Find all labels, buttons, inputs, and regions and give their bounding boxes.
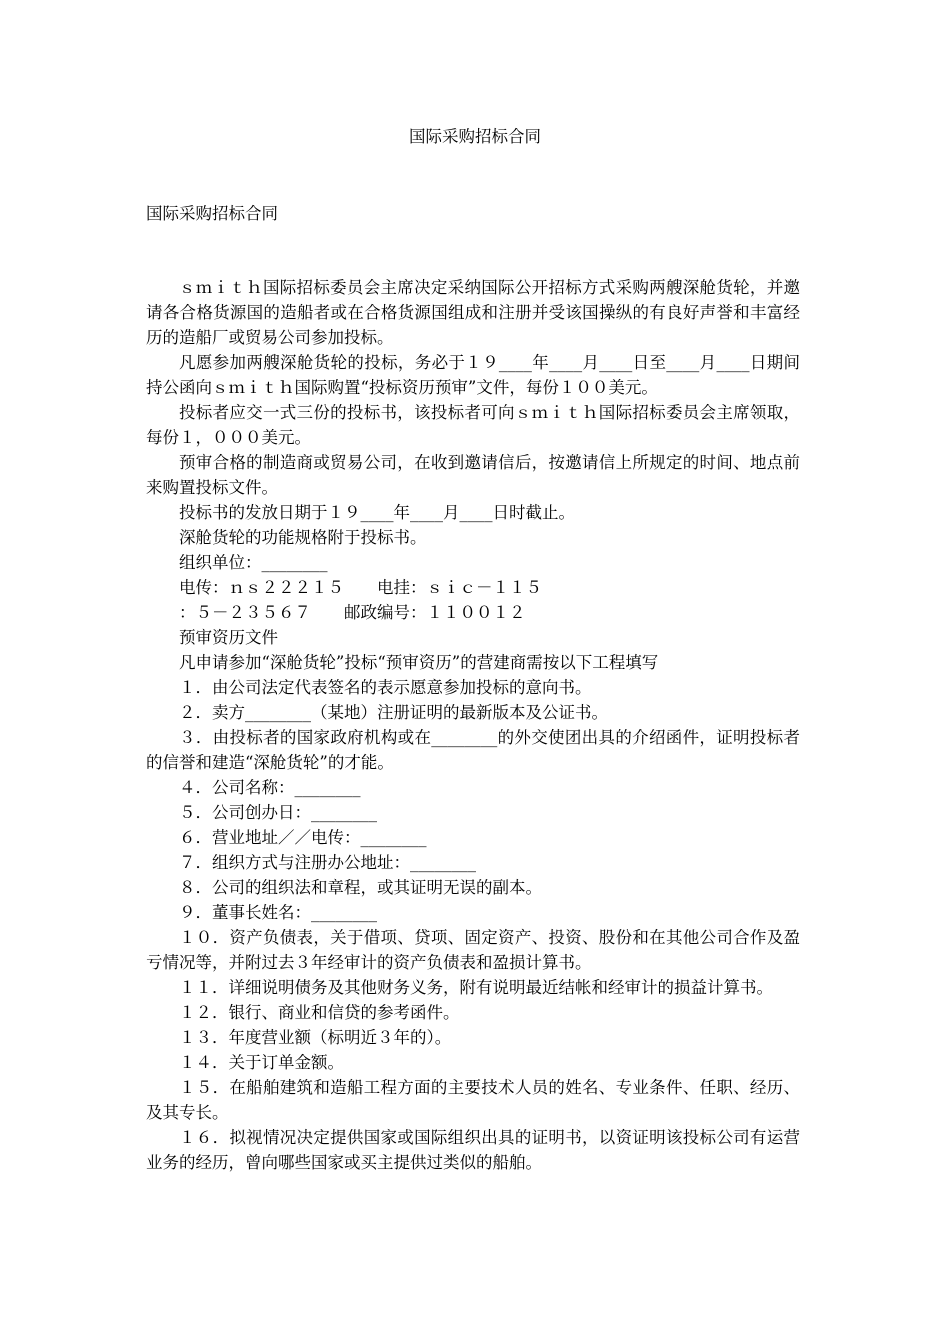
document-title: 国际采购招标合同 bbox=[409, 127, 541, 146]
paragraph-intro: ｓｍｉｔｈ国际招标委员会主席决定采纳国际公开招标方式采购两艘深舱货轮，并邀请各合格货源国的造船者或在合格货源国组成和注册并受该国操纵的有良好声誉和丰富经历的造船厂或贸易公司参加投标。 bbox=[146, 278, 800, 347]
paragraph-instructions: 凡申请参加“深舱货轮”投标“预审资历”的营建商需按以下工程填写 bbox=[179, 653, 659, 672]
list-item: ３．由投标者的国家政府机构或在________的外交使团出具的介绍函件，证明投标者的信誉和建造“深舱货轮”的才能。 bbox=[146, 728, 800, 772]
list-item: ８．公司的组织法和章程，或其证明无误的副本。 bbox=[179, 878, 542, 897]
paragraph-organizer: 组织单位：________ bbox=[179, 553, 328, 572]
list-item: １２．银行、商业和信贷的参考函件。 bbox=[179, 1003, 460, 1022]
paragraph-specs: 深舱货轮的功能规格附于投标书。 bbox=[179, 528, 427, 547]
list-item: ４．公司名称：________ bbox=[179, 778, 361, 797]
list-item: １６．拟视情况决定提供国家或国际组织出具的证明书，以资证明该投标公司有运营业务的经历，曾向哪些国家或买主提供过类似的船舶。 bbox=[146, 1128, 800, 1172]
list-item: ７．组织方式与注册办公地址：________ bbox=[179, 853, 476, 872]
document-subtitle: 国际采购招标合同 bbox=[146, 204, 278, 223]
paragraph-telex: 电传：ｎｓ２２２１５ 电挂：ｓｉｃ－１１５ bbox=[179, 578, 542, 597]
list-item: １３．年度营业额（标明近３年的）。 bbox=[179, 1028, 452, 1047]
list-item: ９．董事长姓名：________ bbox=[179, 903, 377, 922]
list-item: １５．在船舶建筑和造船工程方面的主要技术人员的姓名、专业条件、任职、经历、及其专长。 bbox=[146, 1078, 800, 1122]
paragraph-prequalified: 预审合格的制造商或贸易公司，在收到邀请信后，按邀请信上所规定的时间、地点前来购置投标文件。 bbox=[146, 453, 800, 497]
list-item: １．由公司法定代表签名的表示愿意参加投标的意向书。 bbox=[179, 678, 592, 697]
paragraph-purchase-period: 凡愿参加两艘深舱货轮的投标，务必于１９____年____月____日至____月____日期间持公函向ｓｍｉｔｈ国际购置“投标资历预审”文件，每份１００美元。 bbox=[146, 353, 801, 397]
list-item: ６．营业地址／／电传：________ bbox=[179, 828, 427, 847]
list-item: １０．资产负债表，关于借项、贷项、固定资产、投资、股份和在其他公司合作及盈亏情况等，并附过去３年经审计的资产负债表和盈损计算书。 bbox=[146, 928, 800, 972]
list-item: ２．卖方________（某地）注册证明的最新版本及公证书。 bbox=[179, 703, 608, 722]
paragraph-bid-copies: 投标者应交一式三份的投标书，该投标者可向ｓｍｉｔｈ国际招标委员会主席领取，每份１，０００美元。 bbox=[146, 403, 800, 447]
list-item: ５．公司创办日：________ bbox=[179, 803, 377, 822]
paragraph-postcode: ：５－２３５６７ 邮政编号：１１００１２ bbox=[179, 603, 526, 622]
section-heading: 预审资历文件 bbox=[179, 628, 278, 647]
document-body bbox=[146, 275, 800, 1175]
list-item: １４．关于订单金额。 bbox=[179, 1053, 344, 1072]
paragraph-deadline: 投标书的发放日期于１９____年____月____日时截止。 bbox=[179, 503, 575, 522]
list-item: １１．详细说明债务及其他财务义务，附有说明最近结帐和经审计的损益计算书。 bbox=[179, 978, 773, 997]
